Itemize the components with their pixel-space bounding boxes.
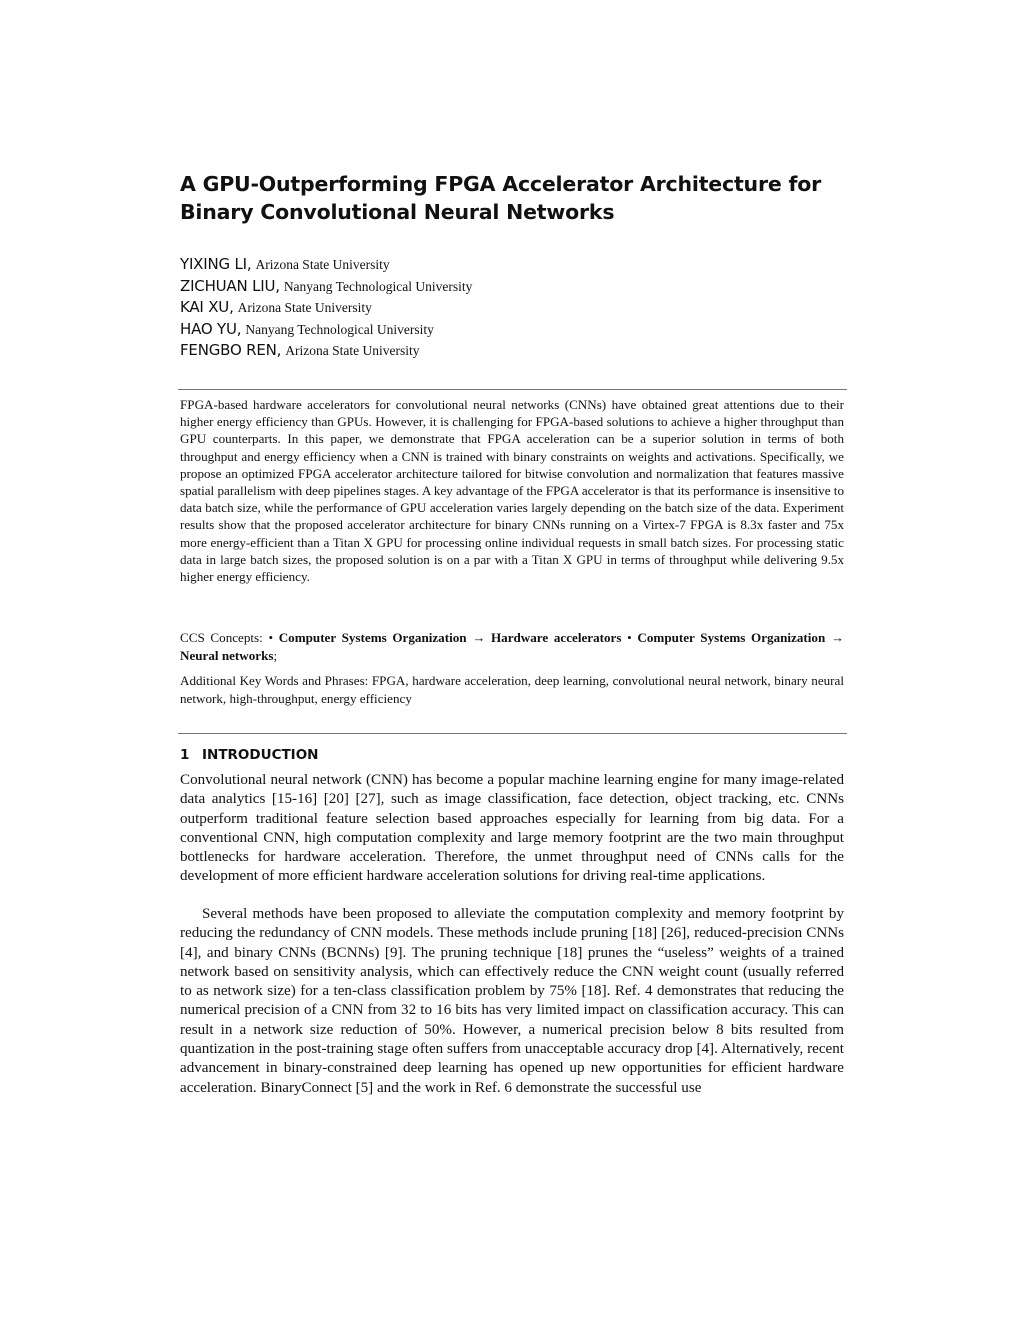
ccs-concept-neural-networks: Computer Systems Organization → Neural networks (180, 630, 845, 663)
author-affiliation: Nanyang Technological University (245, 321, 434, 337)
author-entry (180, 340, 846, 362)
author-entry (180, 319, 846, 341)
author-entry (180, 254, 846, 276)
abstract-top-divider (178, 389, 847, 390)
author-affiliation: Arizona State University (255, 257, 390, 272)
ccs-bullet: • (627, 630, 632, 645)
author-affiliation: Nanyang Technological University (283, 278, 473, 294)
ccs-label: CCS Concepts: (180, 630, 263, 645)
author-list (180, 254, 846, 362)
author-name: YIXING LI, (180, 255, 252, 273)
abstract-bottom-divider (178, 733, 847, 734)
author-affiliation: Arizona State University (237, 300, 372, 315)
author-affiliation: Arizona State University (285, 343, 420, 358)
intro-paragraph-2: Several methods have been proposed to alleviate the computation complexity and memory footprint by reducing the redundancy of CNN models. These methods include pruning [18] [26], reduced-precision CNNs [4], and binary CNNs (BCNNs) [9]. The pruning technique [18] prunes the “useless” weights of a trained network based on sensitivity analysis, which can effectively reduce the CNN weight count (usually referred to as network size) for a ten-class classification problem by 75% [18]. Ref. 4 demonstrates that reducing the numerical precision of a CNN from 32 to 16 bits has very limited impact on classification accuracy. This can result in a network size reduction of 50%. However, a numerical precision below 8 bits resulted from quantization in the post-training stage often suffers from unacceptable accuracy drop [4]. Alternatively, recent advancement in binary-constrained deep learning has opened up new opportunities for efficient hardware acceleration. BinaryConnect [5] and the work in Ref. 6 demonstrate the successful use (180, 906, 844, 1096)
abstract: FPGA-based hardware accelerators for convolutional neural networks (CNNs) have obtained great attentions due to their higher energy efficiency than GPUs. However, it is challenging for FPGA-based solutions to achieve a higher throughput than GPU counterparts. In this paper, we demonstrate that FPGA acceleration can be a superior solution in terms of both throughput and energy efficiency when a CNN is trained with binary constraints on weights and activations. Specifically, we propose an optimized FPGA accelerator architecture tailored for bitwise convolution and normalization that features massive spatial parallelism with deep pipelines stages. A key advantage of the FPGA accelerator is that its performance is insensitive to data batch size, while the performance of GPU acceleration varies largely depending on the batch size of the data. Experiment results show that the proposed accelerator architecture for binary CNNs running on a Virtex-7 FPGA is 8.3x faster and 75x more energy-efficient than a Titan X GPU for processing online individual requests in small batch sizes. For processing static data in large batch sizes, the proposed solution is on a par with a Titan X GPU in terms of throughput while delivering 9.5x higher energy efficiency. (180, 397, 844, 585)
author-name: FENGBO REN, (180, 341, 282, 359)
ccs-concepts (180, 629, 844, 665)
ccs-end: ; (273, 648, 278, 663)
author-name: HAO YU, (180, 319, 242, 338)
author-name: KAI XU, (180, 298, 234, 316)
title-line-1: A GPU-Outperforming FPGA Accelerator Architecture for (180, 172, 822, 196)
ccs-bullet: • (268, 630, 274, 645)
author-entry (180, 297, 846, 319)
intro-paragraph-1: Convolutional neural network (CNN) has become a popular machine learning engine for many image-related data analytics [15-16] [20] [27], such as image classification, face detection, object tracking, etc. CNNs outperform traditional feature selection based approaches especially for learning from big data. For a conventional CNN, high computation complexity and large memory footprint are the two main throughput bottlenecks for hardware acceleration. Therefore, the unmet throughput need of CNNs calls for the development of more efficient hardware acceleration solutions for driving real-time applications. (180, 772, 844, 885)
author-name: ZICHUAN LIU, (180, 276, 280, 295)
additional-keywords: Additional Key Words and Phrases: FPGA, hardware acceleration, deep learning, convolutional neural network, binary neural network, high-throughput, energy efficiency (180, 673, 844, 706)
paper-title (180, 170, 846, 226)
section-title: INTRODUCTION (202, 747, 319, 763)
section-heading-introduction (180, 745, 318, 765)
paper-page (180, 0, 846, 1325)
section-number: 1 (180, 747, 190, 763)
author-entry (180, 276, 846, 298)
title-line-2: Binary Convolutional Neural Networks (180, 200, 615, 224)
ccs-concept-hardware-accelerators: Computer Systems Organization → Hardware accelerators (278, 630, 622, 645)
